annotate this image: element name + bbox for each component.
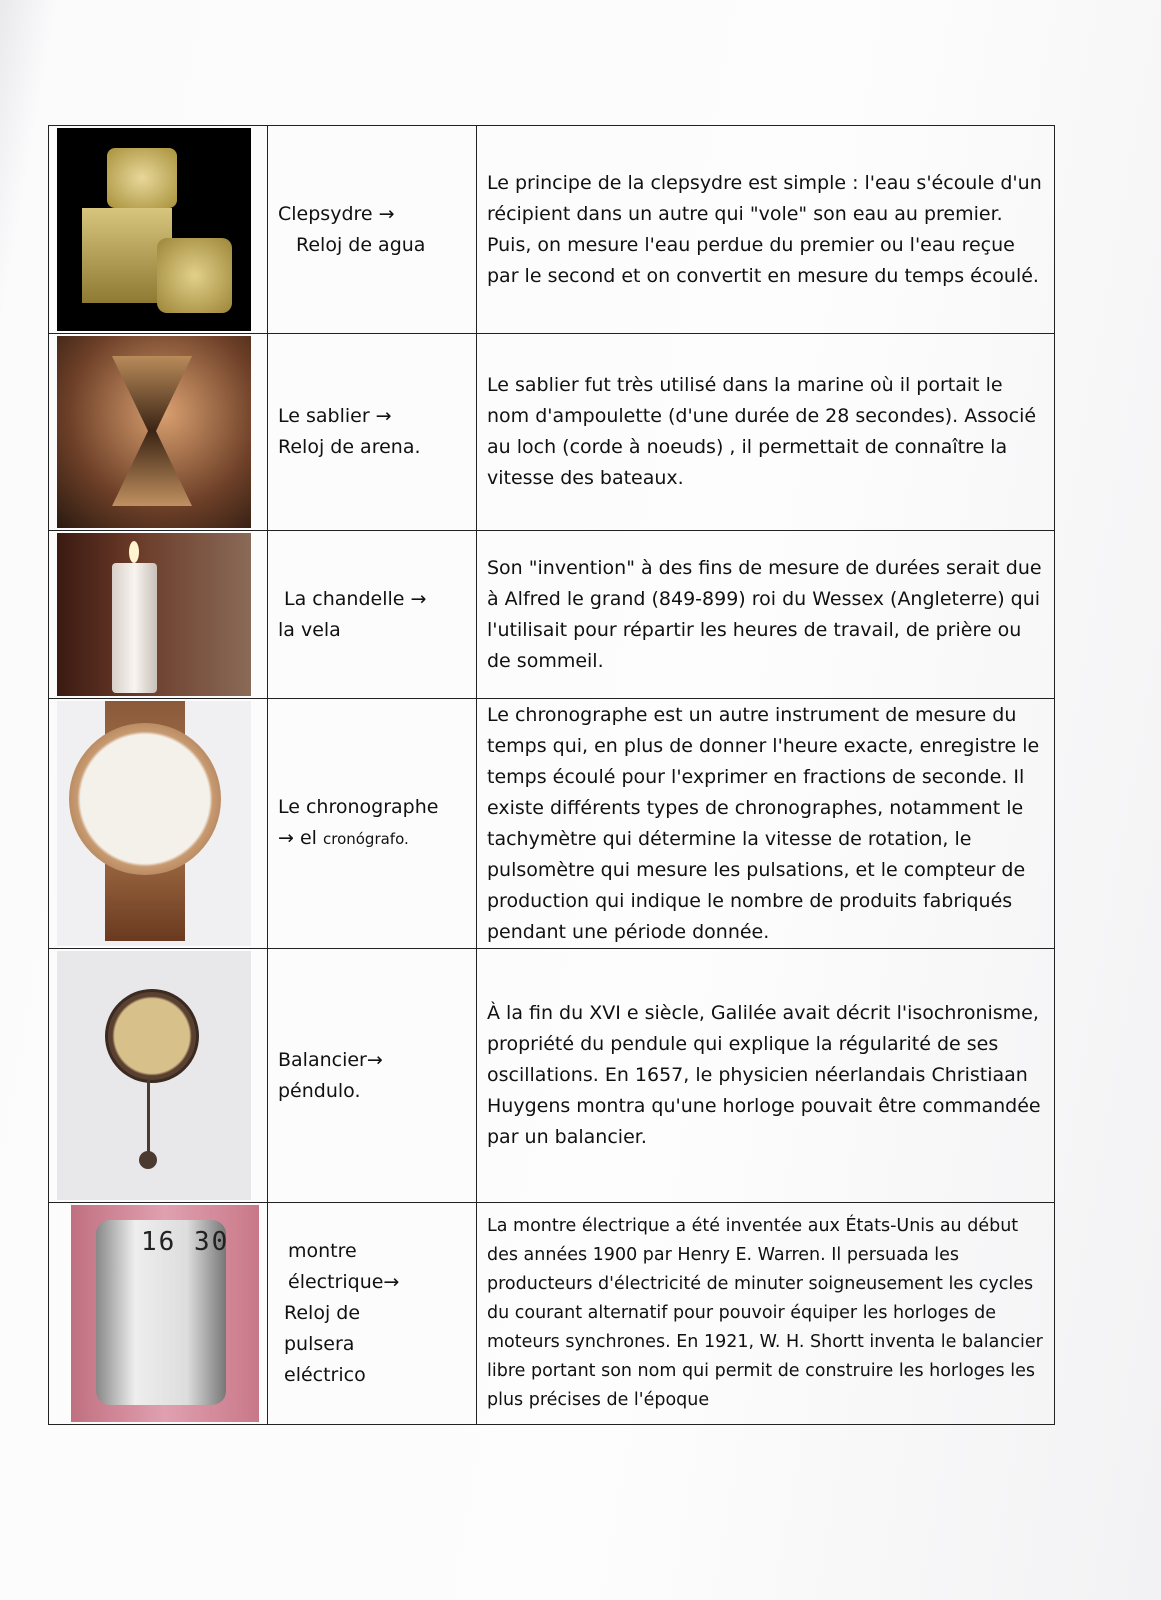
image-cell	[49, 699, 268, 949]
name-es: Reloj de agua	[296, 233, 426, 256]
name-fr: montre électrique→	[288, 1240, 400, 1293]
name-fr: Balancier→	[278, 1048, 383, 1071]
name-cell	[268, 334, 477, 531]
chronograph-image	[57, 701, 251, 946]
image-cell	[49, 334, 268, 531]
name-es: péndulo.	[278, 1079, 361, 1102]
table-row	[49, 1203, 1055, 1425]
image-cell	[49, 531, 268, 699]
watch-display: 16 30	[141, 1227, 230, 1257]
pendulum-clock-image	[57, 951, 251, 1200]
name-fr: Clepsydre →	[278, 202, 395, 225]
image-cell	[49, 126, 268, 334]
table-row	[49, 126, 1055, 334]
description-cell: Son "invention" à des fins de mesure de durées serait due à Alfred le grand (849-899) roi du Wessex (Angleterre) qui l'utilisait pour répartir les heures de travail, de prière ou de sommeil.	[477, 531, 1055, 699]
electric-watch-image	[71, 1205, 259, 1422]
name-cell	[268, 126, 477, 334]
name-cell	[268, 949, 477, 1203]
table-row	[49, 699, 1055, 949]
table-row	[49, 531, 1055, 699]
candle-image	[57, 533, 251, 696]
name-cell	[268, 699, 477, 949]
description-cell: À la fin du XVI e siècle, Galilée avait décrit l'isochronisme, propriété du pendule qui explique la régularité de ses oscillations. En 1657, le physicien néerlandais Christiaan Huygens montra qu'une horloge pouvait être commandée par un balancier.	[477, 949, 1055, 1203]
description-cell: Le chronographe est un autre instrument de mesure du temps qui, en plus de donner l'heure exacte, enregistre le temps écoulé pour l'exprimer en fractions de seconde. Il existe différents types de chronographes, notamment le tachymètre qui détermine la vitesse de rotation, le pulsomètre qui mesure les pulsations, et le compteur de production qui indique le nombre de produits fabriqués pendant une période donnée.	[477, 699, 1055, 949]
name-es: la vela	[278, 618, 341, 641]
description-cell: La montre électrique a été inventée aux États-Unis au début des années 1900 par Henry E. Warren. Il persuada les producteurs d'électricité de minuter soigneusement les cycles du courant alternatif pour pouvoir équiper les horloges de moteurs synchrones. En 1921, W. H. Shortt inventa le balancier libre portant son nom qui permit de construire les horloges les plus précises de l'époque	[477, 1203, 1055, 1425]
name-es: Reloj de pulsera eléctrico	[284, 1302, 366, 1386]
name-fr: Le chronographe	[278, 796, 439, 818]
table-row	[49, 334, 1055, 531]
table-row	[49, 949, 1055, 1203]
description-cell: Le principe de la clepsydre est simple : l'eau s'écoule d'un récipient dans un autre qui "vole" son eau au premier. Puis, on mesure l'eau perdue du premier ou l'eau reçue par le second et on convertit en mesure du temps écoulé.	[477, 126, 1055, 334]
image-cell	[49, 1203, 268, 1425]
name-es-prefix: → el	[278, 827, 317, 849]
hourglass-image	[57, 336, 251, 528]
clock-history-table	[48, 125, 1055, 1425]
name-fr: Le sablier →	[278, 405, 392, 427]
name-cell	[268, 531, 477, 699]
name-es: Reloj de arena.	[278, 436, 421, 458]
clepsydra-image	[57, 128, 251, 331]
description-cell: Le sablier fut très utilisé dans la marine où il portait le nom d'ampoulette (d'une durée de 28 secondes). Associé au loch (corde à noeuds) , il permettait de connaître la vitesse des bateaux.	[477, 334, 1055, 531]
name-fr: La chandelle →	[284, 587, 427, 610]
name-es: cronógrafo.	[322, 830, 409, 848]
name-cell	[268, 1203, 477, 1425]
image-cell	[49, 949, 268, 1203]
